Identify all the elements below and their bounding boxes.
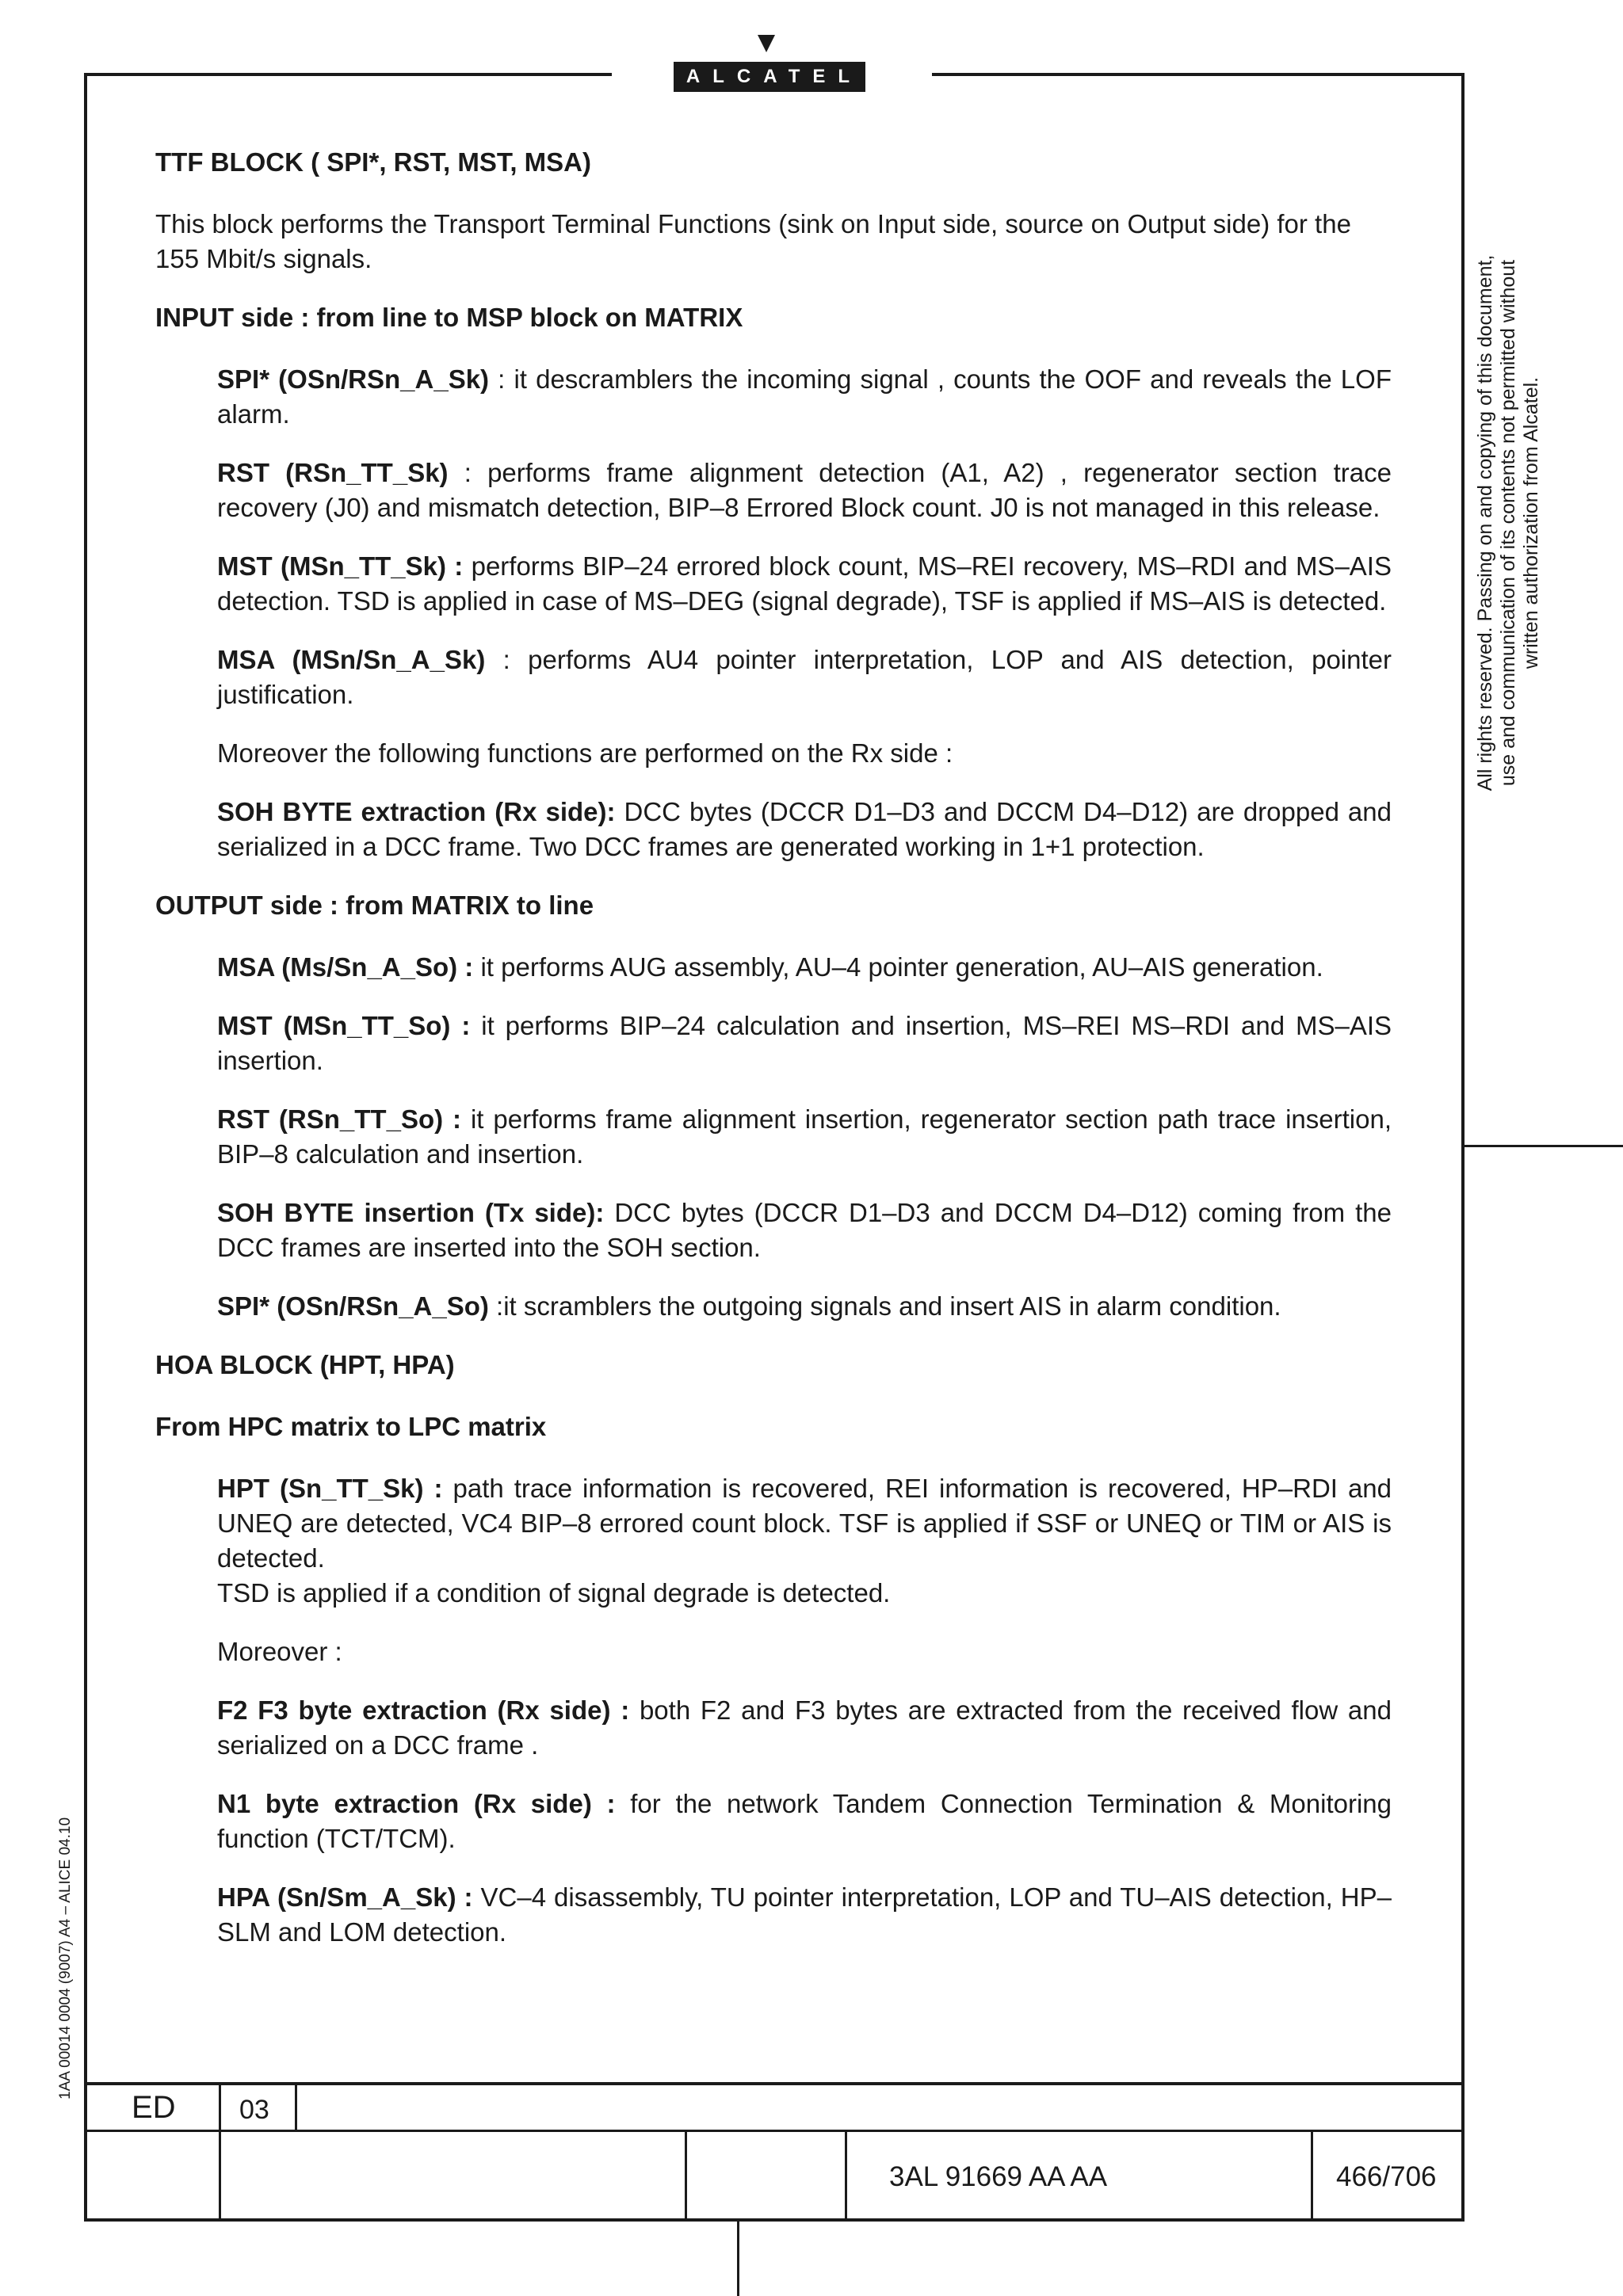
paragraph: This block performs the Transport Terminal Functions (sink on Input side, source on Output side) for the 155 Mbit/s signals. xyxy=(155,209,1351,273)
frame-top-right xyxy=(932,73,1465,76)
function-item xyxy=(217,1009,1392,1078)
function-description: VC–4 disassembly, TU pointer interpretation, LOP and TU–AIS detection, HP–SLM and LOM detection. xyxy=(217,1882,1392,1947)
function-label: HPA (Sn/Sm_A_Sk) : xyxy=(217,1882,473,1912)
edition-value: 03 xyxy=(239,2095,269,2125)
document-reference: 3AL 91669 AA AA xyxy=(889,2161,1108,2192)
function-label: MSA (MSn/Sn_A_Sk) xyxy=(217,645,486,674)
function-label: RST (RSn_TT_So) : xyxy=(217,1104,462,1134)
function-label: SPI* (OSn/RSn_A_So) xyxy=(217,1291,489,1321)
function-label: MST (MSn_TT_So) : xyxy=(217,1011,471,1040)
function-label: MST (MSn_TT_Sk) : xyxy=(217,551,464,581)
frame-bottom xyxy=(84,2218,1465,2222)
frame-right xyxy=(1461,73,1465,2222)
section-heading: From HPC matrix to LPC matrix xyxy=(155,1412,547,1441)
logo-triangle-icon xyxy=(758,35,775,52)
function-item xyxy=(217,456,1392,525)
function-item xyxy=(217,1787,1392,1856)
footer-top-line xyxy=(84,2082,1465,2085)
function-item xyxy=(217,549,1392,619)
function-label: SOH BYTE extraction (Rx side): xyxy=(217,797,616,826)
margin-tick xyxy=(1461,1145,1623,1147)
footer-col-1 xyxy=(219,2082,221,2220)
function-description: :it scramblers the outgoing signals and insert AIS in alarm condition. xyxy=(488,1291,1281,1321)
frame-top-left xyxy=(84,73,612,76)
section-heading: HOA BLOCK (HPT, HPA) xyxy=(155,1350,455,1379)
function-description: both F2 and F3 bytes are extracted from the received flow and serialized on a DCC frame . xyxy=(217,1695,1392,1760)
function-label: F2 F3 byte extraction (Rx side) : xyxy=(217,1695,630,1725)
function-item xyxy=(217,795,1392,864)
function-description: DCC bytes (DCCR D1–D3 and DCCM D4–D12) are dropped and serialized in a DCC frame. Two DCC frames are generated working in 1+1 protection. xyxy=(217,797,1392,861)
function-note: TSD is applied if a condition of signal degrade is detected. xyxy=(217,1578,891,1608)
document-body xyxy=(155,145,1392,1974)
footer-col-3 xyxy=(845,2130,847,2220)
footer-mid-line xyxy=(84,2130,1465,2132)
edition-label: ED xyxy=(132,2090,176,2125)
footer-col-ed xyxy=(295,2082,297,2131)
page-number: 466/706 xyxy=(1336,2161,1437,2192)
alcatel-logo xyxy=(670,35,869,95)
footer-col-2 xyxy=(685,2130,687,2220)
section-heading: OUTPUT side : from MATRIX to line xyxy=(155,891,594,920)
logo-text: ALCATEL xyxy=(674,62,865,92)
footer-col-4 xyxy=(1311,2130,1313,2220)
function-description: : performs frame alignment detection (A1, A2) , regenerator section trace recovery (J0) and mismatch detection, BIP–8 Errored Block count. J0 is not managed in this release. xyxy=(217,458,1392,522)
function-item xyxy=(217,643,1392,712)
function-item xyxy=(217,1196,1392,1265)
function-description: : it descramblers the incoming signal , counts the OOF and reveals the LOF alarm. xyxy=(217,364,1392,429)
function-description: it performs frame alignment insertion, regenerator section path trace insertion, BIP–8 calculation and insertion. xyxy=(217,1104,1392,1169)
section-heading: TTF BLOCK ( SPI*, RST, MST, MSA) xyxy=(155,147,591,177)
form-code: 1AA 00014 0004 (9007) A4 – ALICE 04.10 xyxy=(57,1817,74,2100)
function-item xyxy=(217,950,1392,985)
function-label: N1 byte extraction (Rx side) : xyxy=(217,1789,616,1818)
binding-tick xyxy=(737,2222,739,2296)
function-description: it performs BIP–24 calculation and insertion, MS–REI MS–RDI and MS–AIS insertion. xyxy=(217,1011,1392,1075)
function-item xyxy=(217,1693,1392,1763)
function-label: SPI* (OSn/RSn_A_Sk) xyxy=(217,364,490,394)
function-description: it performs AUG assembly, AU–4 pointer generation, AU–AIS generation. xyxy=(473,952,1323,982)
function-description: for the network Tandem Connection Termination & Monitoring function (TCT/TCM). xyxy=(217,1789,1392,1853)
function-label: SOH BYTE insertion (Tx side): xyxy=(217,1198,605,1227)
function-item xyxy=(217,1634,1392,1669)
function-item xyxy=(217,1102,1392,1172)
function-label: MSA (Ms/Sn_A_So) : xyxy=(217,952,474,982)
function-item xyxy=(217,736,1392,771)
function-label: HPT (Sn_TT_Sk) : xyxy=(217,1474,443,1503)
function-description: Moreover the following functions are performed on the Rx side : xyxy=(217,738,953,768)
copyright-notice: All rights reserved. Passing on and copying of this document, use and communication of its contents not permitted without written authorization from Alcatel. xyxy=(1474,254,1542,791)
function-item xyxy=(217,362,1392,432)
function-label: RST (RSn_TT_Sk) xyxy=(217,458,449,487)
function-description: performs BIP–24 errored block count, MS–REI recovery, MS–RDI and MS–AIS detection. TSD is applied in case of MS–DEG (signal degrade), TSF is applied if MS–AIS is detected. xyxy=(217,551,1392,616)
function-item xyxy=(217,1880,1392,1950)
function-item xyxy=(217,1289,1392,1324)
function-description: : performs AU4 pointer interpretation, LOP and AIS detection, pointer justification. xyxy=(217,645,1392,709)
function-description: path trace information is recovered, REI information is recovered, HP–RDI and UNEQ are detected, VC4 BIP–8 errored count block. TSF is applied if SSF or UNEQ or TIM or AIS is detected. xyxy=(217,1474,1392,1573)
section-heading: INPUT side : from line to MSP block on MATRIX xyxy=(155,303,743,332)
function-description: Moreover : xyxy=(217,1637,342,1666)
function-item xyxy=(217,1471,1392,1611)
function-description: DCC bytes (DCCR D1–D3 and DCCM D4–D12) coming from the DCC frames are inserted into the SOH section. xyxy=(217,1198,1392,1262)
frame-left xyxy=(84,73,87,2222)
